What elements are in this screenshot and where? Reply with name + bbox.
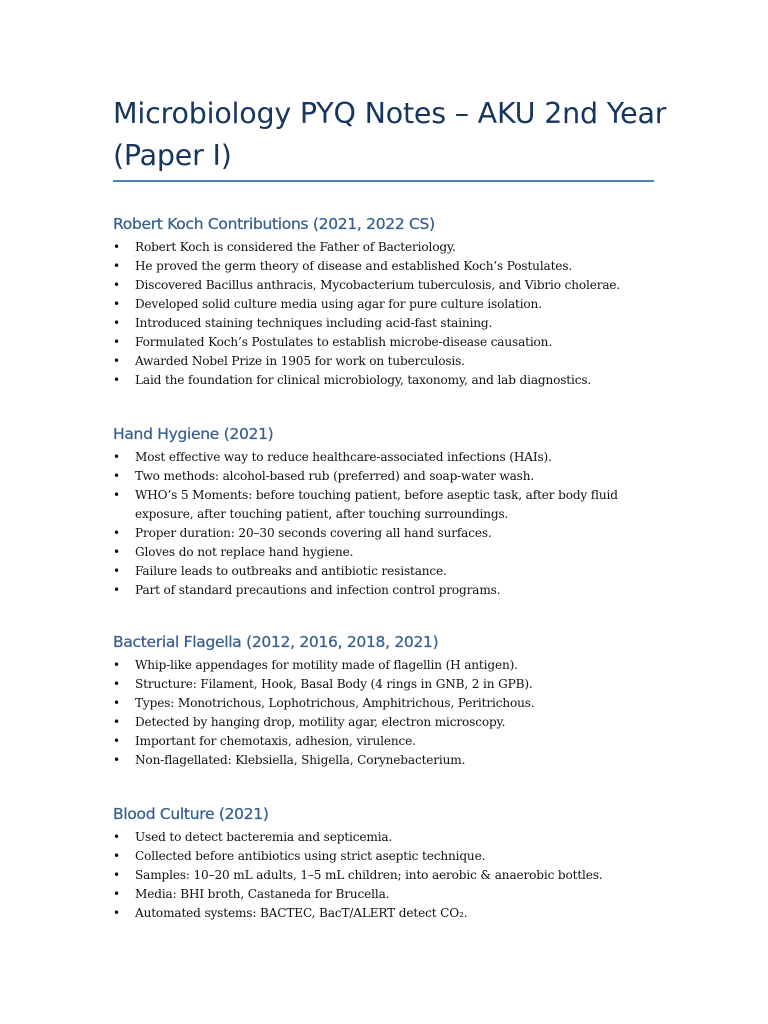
bullet-list <box>113 448 673 600</box>
bullet-text: Whip-like appendages for motility made of flagellin (H antigen). <box>135 658 518 672</box>
bullet-text: Proper duration: 20–30 seconds covering all hand surfaces. <box>135 526 492 540</box>
bullet-list <box>113 656 673 770</box>
bullet-dot-icon: • <box>113 316 120 330</box>
bullet-text: Gloves do not replace hand hygiene. <box>135 545 354 559</box>
bullet-item <box>113 581 673 600</box>
bullet-text: Samples: 10–20 mL adults, 1–5 mL children; into aerobic & anaerobic bottles. <box>135 868 603 882</box>
bullet-item <box>113 448 673 467</box>
bullet-dot-icon: • <box>113 583 120 597</box>
bullet-item <box>113 885 673 904</box>
bullet-item <box>113 866 673 885</box>
bullet-dot-icon: • <box>113 373 120 387</box>
section-blood-culture <box>113 804 673 923</box>
bullet-item <box>113 732 673 751</box>
document-title: Microbiology PYQ Notes – AKU 2nd Year (Paper I) <box>113 97 667 172</box>
bullet-dot-icon: • <box>113 240 120 254</box>
bullet-item <box>113 524 673 543</box>
bullet-dot-icon: • <box>113 830 120 844</box>
section-heading: Blood Culture (2021) <box>113 805 269 823</box>
bullet-text: Awarded Nobel Prize in 1905 for work on tuberculosis. <box>135 354 465 368</box>
bullet-text: Two methods: alcohol-based rub (preferred) and soap-water wash. <box>135 469 535 483</box>
bullet-item <box>113 238 673 257</box>
bullet-item <box>113 467 673 486</box>
bullet-item <box>113 276 673 295</box>
bullet-dot-icon: • <box>113 734 120 748</box>
bullet-dot-icon: • <box>113 259 120 273</box>
bullet-dot-icon: • <box>113 450 120 464</box>
bullet-text: Detected by hanging drop, motility agar, electron microscopy. <box>135 715 506 729</box>
bullet-text: Discovered Bacillus anthracis, Mycobacterium tuberculosis, and Vibrio cholerae. <box>135 278 621 292</box>
bullet-dot-icon: • <box>113 488 120 502</box>
bullet-text: Used to detect bacteremia and septicemia. <box>135 830 393 844</box>
bullet-text: Formulated Koch’s Postulates to establish microbe-disease causation. <box>135 335 553 349</box>
bullet-text: Robert Koch is considered the Father of Bacteriology. <box>135 240 456 254</box>
bullet-dot-icon: • <box>113 564 120 578</box>
bullet-text: Automated systems: BACTEC, BacT/ALERT detect CO₂. <box>135 906 468 920</box>
bullet-dot-icon: • <box>113 297 120 311</box>
bullet-dot-icon: • <box>113 545 120 559</box>
bullet-text: Introduced staining techniques including acid-fast staining. <box>135 316 493 330</box>
bullet-item <box>113 543 673 562</box>
bullet-text: Most effective way to reduce healthcare-associated infections (HAIs). <box>135 450 552 464</box>
bullet-text: Laid the foundation for clinical microbiology, taxonomy, and lab diagnostics. <box>135 373 592 387</box>
bullet-text: He proved the germ theory of disease and established Koch’s Postulates. <box>135 259 573 273</box>
bullet-item <box>113 675 673 694</box>
bullet-text: Media: BHI broth, Castaneda for Brucella. <box>135 887 390 901</box>
bullet-item <box>113 314 673 333</box>
bullet-text: Collected before antibiotics using strict aseptic technique. <box>135 849 486 863</box>
bullet-text: Structure: Filament, Hook, Basal Body (4 rings in GNB, 2 in GPB). <box>135 677 533 691</box>
bullet-item <box>113 828 673 847</box>
section-heading: Robert Koch Contributions (2021, 2022 CS) <box>113 215 435 233</box>
bullet-dot-icon: • <box>113 868 120 882</box>
bullet-item <box>113 904 673 923</box>
bullet-item <box>113 562 673 581</box>
title-underline-rule <box>113 180 654 182</box>
bullet-item <box>113 486 673 524</box>
bullet-dot-icon: • <box>113 335 120 349</box>
bullet-text: Part of standard precautions and infection control programs. <box>135 583 501 597</box>
bullet-item <box>113 257 673 276</box>
bullet-item <box>113 295 673 314</box>
bullet-text: WHO’s 5 Moments: before touching patient, before aseptic task, after body fluid exposure, after touching patient, after touching surroundings. <box>135 488 618 521</box>
section-hand-hygiene <box>113 424 673 600</box>
bullet-dot-icon: • <box>113 887 120 901</box>
bullet-dot-icon: • <box>113 906 120 920</box>
bullet-dot-icon: • <box>113 526 120 540</box>
section-heading: Bacterial Flagella (2012, 2016, 2018, 2021) <box>113 633 439 651</box>
bullet-dot-icon: • <box>113 849 120 863</box>
bullet-item <box>113 694 673 713</box>
bullet-item <box>113 751 673 770</box>
section-robert-koch <box>113 214 673 390</box>
bullet-text: Types: Monotrichous, Lophotrichous, Amphitrichous, Peritrichous. <box>135 696 535 710</box>
bullet-item <box>113 371 673 390</box>
bullet-dot-icon: • <box>113 278 120 292</box>
bullet-dot-icon: • <box>113 715 120 729</box>
bullet-item <box>113 656 673 675</box>
bullet-dot-icon: • <box>113 753 120 767</box>
bullet-item <box>113 847 673 866</box>
bullet-list <box>113 238 673 390</box>
bullet-list <box>113 828 673 923</box>
bullet-text: Important for chemotaxis, adhesion, virulence. <box>135 734 416 748</box>
bullet-item <box>113 352 673 371</box>
bullet-dot-icon: • <box>113 677 120 691</box>
bullet-item <box>113 333 673 352</box>
bullet-dot-icon: • <box>113 354 120 368</box>
bullet-text: Developed solid culture media using agar for pure culture isolation. <box>135 297 542 311</box>
section-bacterial-flagella <box>113 632 673 770</box>
bullet-dot-icon: • <box>113 658 120 672</box>
bullet-dot-icon: • <box>113 469 120 483</box>
bullet-text: Non-flagellated: Klebsiella, Shigella, Corynebacterium. <box>135 753 466 767</box>
bullet-item <box>113 713 673 732</box>
section-heading: Hand Hygiene (2021) <box>113 425 274 443</box>
bullet-dot-icon: • <box>113 696 120 710</box>
bullet-text: Failure leads to outbreaks and antibiotic resistance. <box>135 564 447 578</box>
